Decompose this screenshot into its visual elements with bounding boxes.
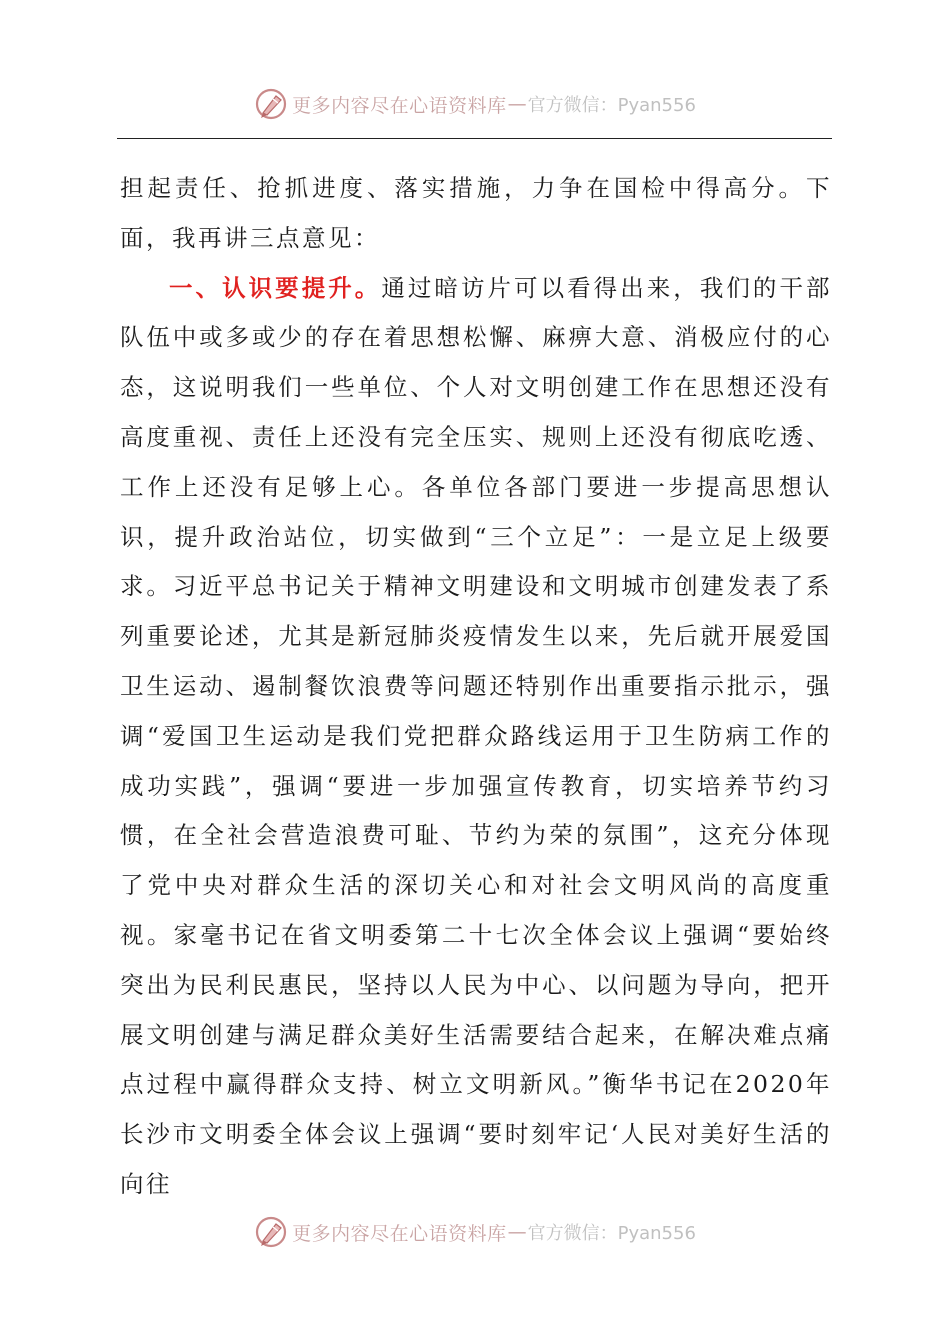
footer-wechat-text: 官方微信：Pyan556 <box>527 1223 696 1244</box>
header-wechat-text: 官方微信：Pyan556 <box>527 95 696 116</box>
document-body <box>120 164 832 1210</box>
header-watermark <box>0 84 950 124</box>
header-divider <box>117 138 832 139</box>
header-site-text: 更多内容尽在心语资料库 <box>292 94 507 117</box>
paragraph-section-1 <box>120 264 832 1210</box>
footer-watermark <box>0 1212 950 1252</box>
paragraph-intro: 担起责任、抢抓进度、落实措施，力争在国检中得高分。下面，我再讲三点意见： <box>120 174 832 252</box>
section-body-1: 通过暗访片可以看得出来，我们的干部队伍中或多或少的存在着思想松懈、麻痹大意、消极应付的心态，这说明我们一些单位、个人对文明创建工作在思想还没有高度重视、责任上还没有完全压实、规则上还没有彻底吃透、工作上还没有足够上心。各单位各部门要进一步提高思想认识，提升政治站位，切实做到“三个立足”：一是立足上级要求。习近平总书记关于精神文明建设和文明城市创建发表了系列重要论述，尤其是新冠肺炎疫情发生以来，先后就开展爱国卫生运动、遏制餐饮浪费等问题还特别作出重要指示批示，强调“爱国卫生运动是我们党把群众路线运用于卫生防病工作的成功实践”，强调“要进一步加强宣传教育，切实培养节约习惯，在全社会营造浪费可耻、节约为荣的氛围”，这充分体现了党中央对群众生活的深切关心和对社会文明风尚的高度重视。家毫书记在省文明委第二十七次全体会议上强调“要始终突出为民利民惠民，坚持以人民为中心、以问题为导向，把开展文明创建与满足群众美好生活需要结合起来，在解决难点痛点过程中赢得群众支持、树立文明新风。”衡华书记在2020年长沙市文明委全体会议上强调“要时刻牢记‘人民对美好生活的向往 <box>120 273 833 1198</box>
footer-site-text: 更多内容尽在心语资料库 <box>292 1222 507 1245</box>
section-heading-1: 一、认识要提升。 <box>169 273 382 302</box>
header-separator: — <box>507 93 527 115</box>
footer-separator: — <box>507 1221 527 1243</box>
pen-nib-logo-icon <box>254 87 288 121</box>
pen-nib-logo-icon <box>254 1215 288 1249</box>
